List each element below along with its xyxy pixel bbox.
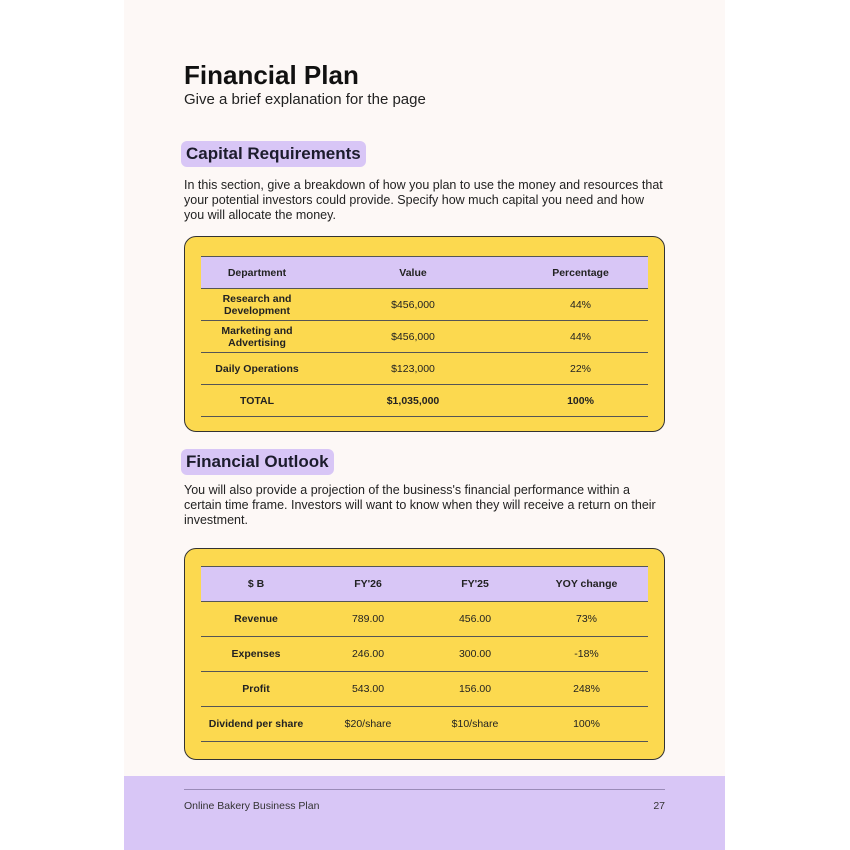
column-header: YOY change bbox=[525, 567, 648, 602]
table-cell: 22% bbox=[513, 353, 648, 385]
page-subtitle: Give a brief explanation for the page bbox=[184, 91, 426, 108]
row-label: Marketing and Advertising bbox=[201, 321, 313, 353]
table-header-row bbox=[201, 567, 648, 602]
row-label: Research and Development bbox=[201, 289, 313, 321]
table-row bbox=[201, 289, 648, 321]
footer-divider bbox=[184, 789, 665, 790]
row-label: TOTAL bbox=[201, 385, 313, 417]
capital-requirements-text: In this section, give a breakdown of how you plan to use the money and resources that your potential investors could provide. Specify how much capital you need and how you will allocate the money. bbox=[184, 178, 663, 222]
table-cell: $123,000 bbox=[313, 353, 513, 385]
table-cell: 156.00 bbox=[425, 672, 525, 707]
column-header: FY'26 bbox=[311, 567, 425, 602]
table-row bbox=[201, 602, 648, 637]
row-label: Dividend per share bbox=[201, 707, 311, 742]
table-row bbox=[201, 672, 648, 707]
table-cell: 456.00 bbox=[425, 602, 525, 637]
table-cell: 246.00 bbox=[311, 637, 425, 672]
page-number: 27 bbox=[653, 800, 665, 812]
table-cell: $10/share bbox=[425, 707, 525, 742]
capital-table bbox=[201, 256, 648, 417]
table-cell: 100% bbox=[525, 707, 648, 742]
table-cell: 44% bbox=[513, 321, 648, 353]
table-cell: 73% bbox=[525, 602, 648, 637]
page-title: Financial Plan bbox=[184, 60, 359, 90]
capital-requirements-heading: Capital Requirements bbox=[181, 141, 366, 167]
table-cell: $1,035,000 bbox=[313, 385, 513, 417]
table-cell: 543.00 bbox=[311, 672, 425, 707]
row-label: Expenses bbox=[201, 637, 311, 672]
row-label: Revenue bbox=[201, 602, 311, 637]
column-header: FY'25 bbox=[425, 567, 525, 602]
outlook-table-card bbox=[184, 548, 665, 760]
column-header: $ B bbox=[201, 567, 311, 602]
table-header-row bbox=[201, 257, 648, 289]
row-label: Daily Operations bbox=[201, 353, 313, 385]
document-page bbox=[124, 0, 725, 850]
table-row bbox=[201, 385, 648, 417]
table-row bbox=[201, 353, 648, 385]
page-footer bbox=[124, 776, 725, 850]
table-row bbox=[201, 707, 648, 742]
outlook-table bbox=[201, 566, 648, 742]
row-label: Profit bbox=[201, 672, 311, 707]
column-header: Department bbox=[201, 257, 313, 289]
capital-table-card bbox=[184, 236, 665, 432]
table-cell: 248% bbox=[525, 672, 648, 707]
column-header: Value bbox=[313, 257, 513, 289]
table-cell: 789.00 bbox=[311, 602, 425, 637]
financial-outlook-heading: Financial Outlook bbox=[181, 449, 334, 475]
table-cell: $20/share bbox=[311, 707, 425, 742]
financial-outlook-text: You will also provide a projection of the business's financial performance within a certain time frame. Investors will want to know when they will receive a return on their investment. bbox=[184, 483, 656, 527]
footer-document-title: Online Bakery Business Plan bbox=[184, 800, 320, 812]
table-cell: 300.00 bbox=[425, 637, 525, 672]
table-cell: 100% bbox=[513, 385, 648, 417]
table-row bbox=[201, 637, 648, 672]
table-cell: 44% bbox=[513, 289, 648, 321]
table-row bbox=[201, 321, 648, 353]
column-header: Percentage bbox=[513, 257, 648, 289]
table-cell: $456,000 bbox=[313, 289, 513, 321]
table-cell: $456,000 bbox=[313, 321, 513, 353]
table-cell: -18% bbox=[525, 637, 648, 672]
